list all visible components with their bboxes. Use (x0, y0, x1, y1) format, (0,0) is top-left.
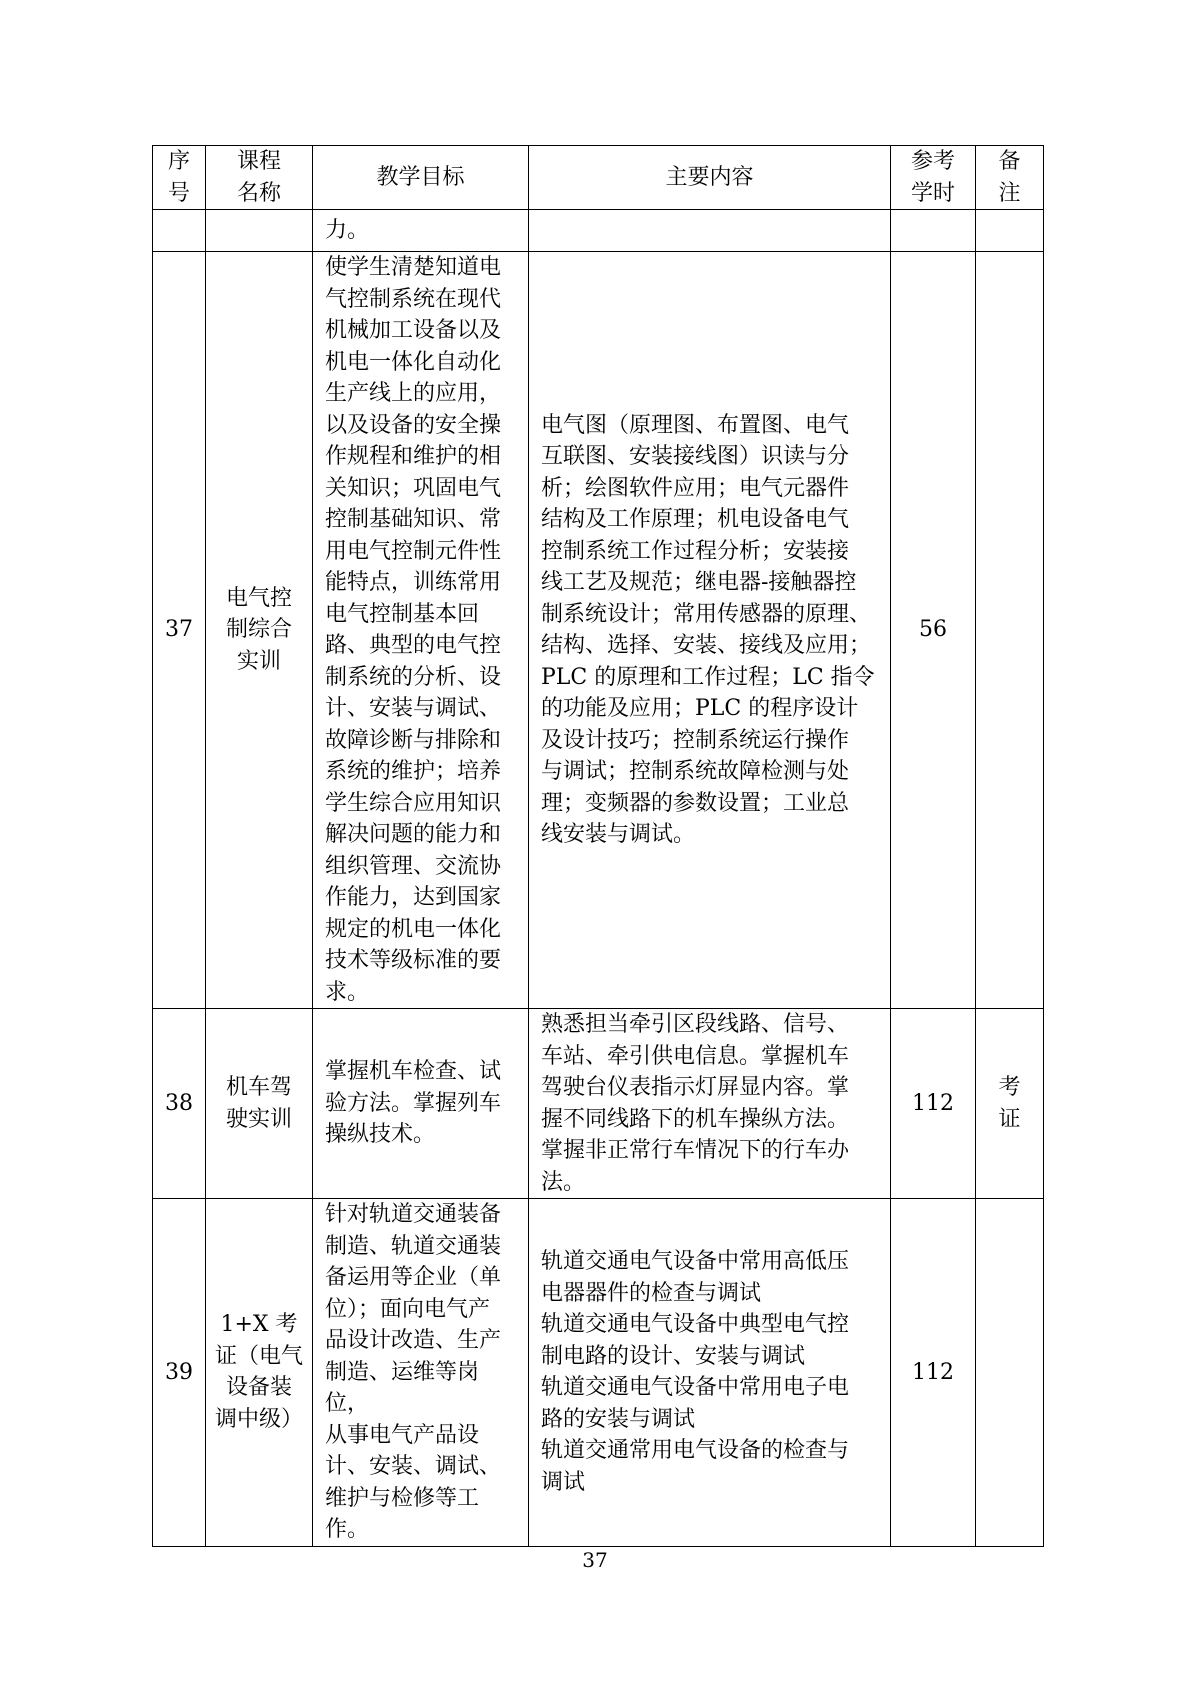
header-name: 课程 名称 (206, 146, 313, 210)
cell-id: 38 (153, 1009, 206, 1199)
cell-name: 机车驾 驶实训 (206, 1009, 313, 1199)
table-row-39 (153, 1199, 1044, 1547)
cell-goal: 力。 (313, 210, 529, 252)
cell-remarks: 考 证 (976, 1009, 1044, 1199)
header-content: 主要内容 (529, 146, 891, 210)
table-row-38 (153, 1009, 1044, 1199)
cell-content: 轨道交通电气设备中常用高低压 电器器件的检查与调试 轨道交通电气设备中典型电气控 制电路的设计、安装与调试 轨道交通电气设备中常用电子电 路的安装与调试 轨道交通常用电气设备的检查与 调试 (529, 1199, 891, 1547)
cell-hours: 56 (891, 252, 976, 1009)
cell-hours: 112 (891, 1009, 976, 1199)
cell-content: 熟悉担当牵引区段线路、信号、 车站、牵引供电信息。掌握机车 驾驶台仪表指示灯屏显内容。掌 握不同线路下的机车操纵方法。 掌握非正常行车情况下的行车办 法。 (529, 1009, 891, 1199)
cell-goal: 针对轨道交通装备 制造、轨道交通装 备运用等企业（单 位）；面向电气产 品设计改造、生产 制造、运维等岗位， 从事电气产品设 计、安装、调试、 维护与检修等工 作。 (313, 1199, 529, 1547)
cell-goal: 使学生清楚知道电 气控制系统在现代 机械加工设备以及 机电一体化自动化 生产线上的应用， 以及设备的安全操 作规程和维护的相 关知识；巩固电气 控制基础知识、常 用电气控制元件性 能特点，训练常用 电气控制基本回 路、典型的电气控 制系统的分析、设 计、安装与调试、 故障诊断与排除和 系统的维护；培养 学生综合应用知识 解决问题的能力和 组织管理、交流协 作能力，达到国家 规定的机电一体化 技术等级标准的要 求。 (313, 252, 529, 1009)
cell-content (529, 210, 891, 252)
cell-remarks (976, 252, 1044, 1009)
cell-name (206, 210, 313, 252)
cell-hours (891, 210, 976, 252)
cell-name: 1+X 考 证（电气 设备装 调中级） (206, 1199, 313, 1547)
header-remarks: 备 注 (976, 146, 1044, 210)
cell-id (153, 210, 206, 252)
cell-remarks (976, 210, 1044, 252)
header-hours: 参考 学时 (891, 146, 976, 210)
cell-goal: 掌握机车检查、试 验方法。掌握列车 操纵技术。 (313, 1009, 529, 1199)
page-number: 37 (582, 1548, 608, 1572)
header-id: 序 号 (153, 146, 206, 210)
cell-id: 39 (153, 1199, 206, 1547)
cell-id: 37 (153, 252, 206, 1009)
document-page (152, 145, 1043, 1547)
header-row (153, 146, 1044, 210)
course-table (152, 145, 1044, 1547)
cell-hours: 112 (891, 1199, 976, 1547)
cell-remarks (976, 1199, 1044, 1547)
header-goal: 教学目标 (313, 146, 529, 210)
table-row-37 (153, 252, 1044, 1009)
table-row-carry (153, 210, 1044, 252)
cell-name: 电气控 制综合 实训 (206, 252, 313, 1009)
cell-content: 电气图（原理图、布置图、电气 互联图、安装接线图）识读与分 析；绘图软件应用；电气元器件 结构及工作原理；机电设备电气 控制系统工作过程分析；安装接 线工艺及规范；继电器-接触器控 制系统设计；常用传感器的原理、 结构、选择、安装、接线及应用； PLC 的原理和工作过程；LC 指令 的功能及应用；PLC 的程序设计 及设计技巧；控制系统运行操作 与调试；控制系统故障检测与处 理；变频器的参数设置；工业总 线安装与调试。 (529, 252, 891, 1009)
